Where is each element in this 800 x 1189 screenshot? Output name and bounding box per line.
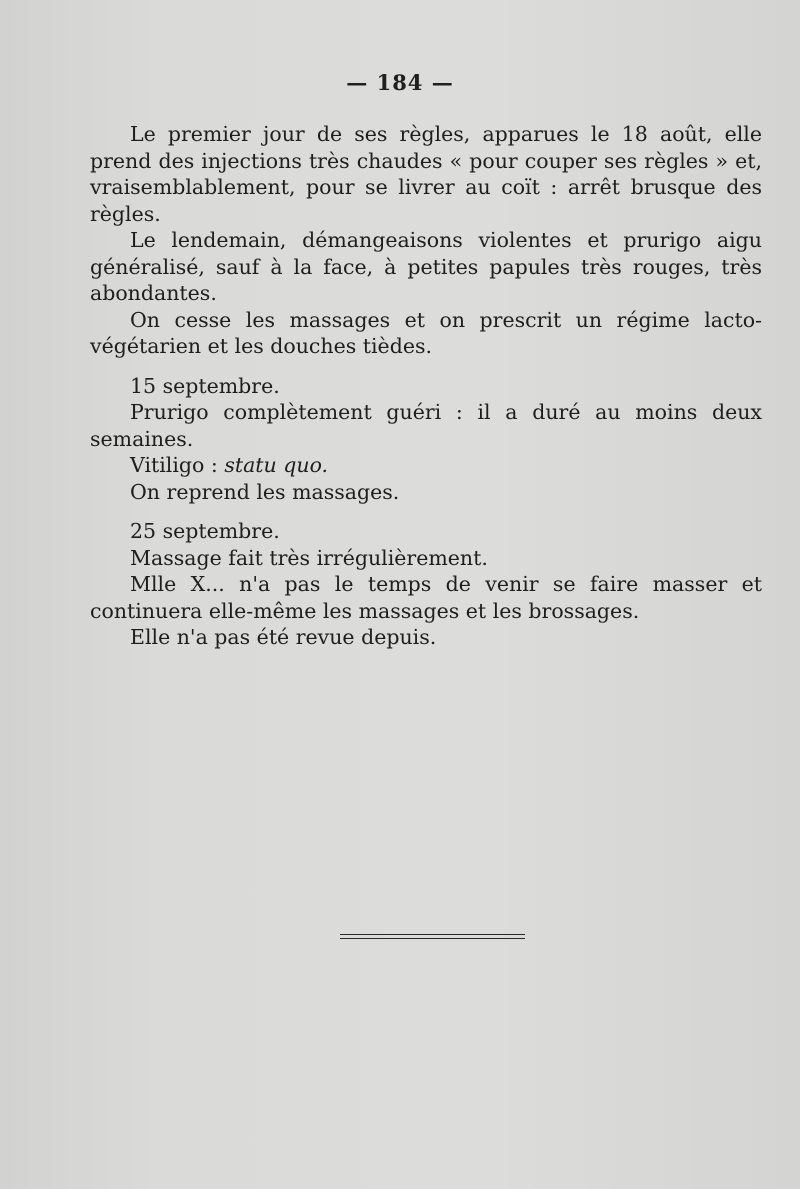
paragraph-massages-resumed: On reprend les massages. [130, 479, 400, 504]
body-text [90, 121, 762, 651]
paragraph-not-seen-again: Elle n'a pas été revue depuis. [130, 625, 437, 649]
paragraph-vitiligo [90, 452, 762, 479]
date-15-september: 15 septembre. [130, 373, 280, 398]
end-rule [340, 934, 525, 939]
vitiligo-status: statu quo. [224, 453, 329, 477]
date-25-september: 25 septembre. [130, 519, 280, 543]
page-number: — 184 — [346, 70, 454, 95]
paragraph-mlle-x: Mlle X... n'a pas le temps de venir se faire masser et continuera elle-même les massages et les brossages. [90, 572, 762, 623]
vitiligo-label: Vitiligo : [130, 453, 225, 477]
paragraph-regime: On cesse les massages et on prescrit un régime lacto-végétarien et les douches tièdes. [90, 307, 762, 358]
paragraph-massage-irregular: Massage fait très irrégulièrement. [130, 545, 488, 570]
paragraph-prurigo-healed: Prurigo complètement guéri : il a duré au moins deux semaines. [90, 400, 762, 451]
paragraph-prurigo-onset: Le lendemain, démangeaisons violentes et prurigo aigu généralisé, sauf à la face, à petites papules très rouges, très abondantes. [90, 228, 762, 305]
paragraph-injections: Le premier jour de ses règles, apparues le 18 août, elle prend des injections très chaudes « pour couper ses règles » et, vraisemblablement, pour se livrer au coït : arrêt brusque des règles. [90, 122, 762, 226]
